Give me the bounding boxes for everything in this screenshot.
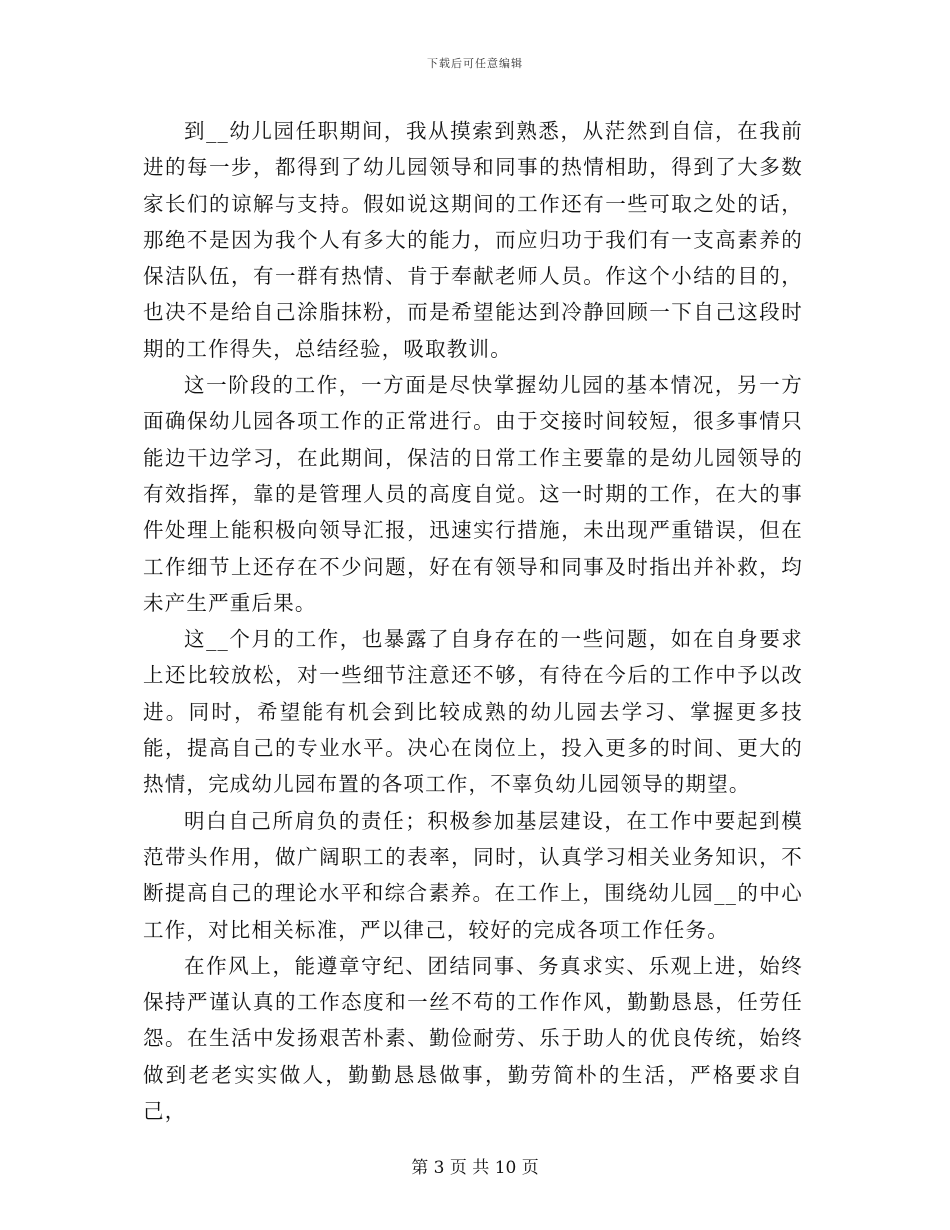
document-body	[143, 113, 803, 1129]
paragraph-5: 在作风上，能遵章守纪、团结同事、务真求实、乐观上进，始终保持严谨认真的工作态度和一丝不苟的工作作风，勤勤恳恳，任劳任怨。在生活中发扬艰苦朴素、勤俭耐劳、乐于助人的优良传统，始终做到老老实实做人，勤勤恳恳做事，勤劳简朴的生活，严格要求自己，	[143, 953, 803, 1124]
paragraph-4: 明白自己所肩负的责任；积极参加基层建设，在工作中要起到模范带头作用，做广阔职工的表率，同时，认真学习相关业务知识，不断提高自己的理论水平和综合素养。在工作上，围绕幼儿园__的中心工作，对比相关标准，严以律己，较好的完成各项工作任务。	[143, 808, 803, 942]
page-number-footer: 第 3 页 共 10 页	[411, 1158, 539, 1178]
page-header: 下载后可任意编辑	[427, 57, 523, 70]
paragraph-3: 这__个月的工作，也暴露了自身存在的一些问题，如在自身要求上还比较放松，对一些细节注意还不够，有待在今后的工作中予以改进。同时，希望能有机会到比较成熟的幼儿园去学习、掌握更多技能，提高自己的专业水平。决心在岗位上，投入更多的时间、更大的热情，完成幼儿园布置的各项工作，不辜负幼儿园领导的期望。	[143, 627, 803, 797]
paragraph-1: 到__幼儿园任职期间，我从摸索到熟悉，从茫然到自信，在我前进的每一步，都得到了幼儿园领导和同事的热情相助，得到了大多数家长们的谅解与支持。假如说这期间的工作还有一些可取之处的话，那绝不是因为我个人有多大的能力，而应归功于我们有一支高素养的保洁队伍，有一群有热情、肯于奉献老师人员。作这个小结的目的，也决不是给自己涂脂抹粉，而是希望能达到冷静回顾一下自己这段时期的工作得失，总结经验，吸取教训。	[143, 119, 803, 361]
paragraph-2: 这一阶段的工作，一方面是尽快掌握幼儿园的基本情况，另一方面确保幼儿园各项工作的正常进行。由于交接时间较短，很多事情只能边干边学习，在此期间，保洁的日常工作主要靠的是幼儿园领导的有效指挥，靠的是管理人员的高度自觉。这一时期的工作，在大的事件处理上能积极向领导汇报，迅速实行措施，未出现严重错误，但在工作细节上还存在不少问题，好在有领导和同事及时指出并补救，均未产生严重后果。	[143, 373, 803, 615]
